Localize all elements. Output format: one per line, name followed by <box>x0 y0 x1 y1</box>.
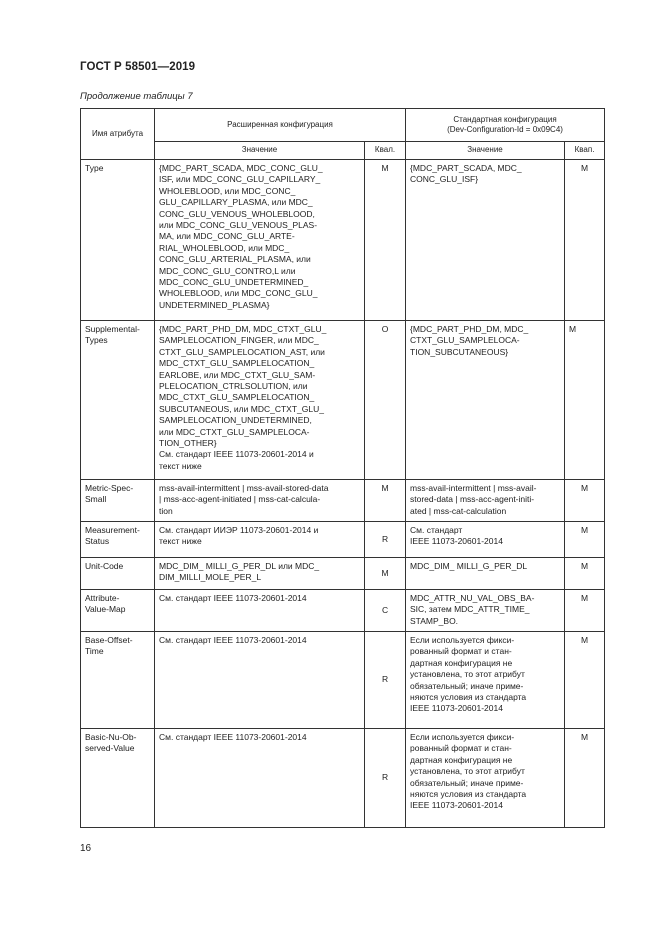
ext-value-cell: mss-avail-intermittent | mss-avail-stored-data | mss-acc-agent-initiated | mss-cat-calcula- tion <box>155 480 365 522</box>
header-value-extended: Значение <box>155 142 365 160</box>
std-value-cell: mss-avail-intermittent | mss-avail- stored-data | mss-acc-agent-initi- ated | mss-cat-calculation <box>406 480 565 522</box>
page-number: 16 <box>80 843 92 854</box>
table-row <box>81 160 605 321</box>
std-qual-cell: M <box>565 321 605 480</box>
ext-value-cell: MDC_DIM_ MILLI_G_PER_DL или MDC_ DIM_MILLI_MOLE_PER_L <box>155 558 365 590</box>
std-qual-cell: M <box>565 558 605 590</box>
ext-value-cell: См. стандарт ИИЭР 11073-20601-2014 и текст ниже <box>155 522 365 558</box>
std-qual-cell: M <box>565 729 605 828</box>
std-value-cell: {MDC_PART_SCADA, MDC_ CONC_GLU_ISF} <box>406 160 565 321</box>
attr-name-cell: Basic-Nu-Ob- served-Value <box>81 729 155 828</box>
attribute-table <box>80 108 605 828</box>
std-value-cell: См. стандарт IEEE 11073-20601-2014 <box>406 522 565 558</box>
attr-name-cell: Supplemental- Types <box>81 321 155 480</box>
std-value-cell: {MDC_PART_PHD_DM, MDC_ CTXT_GLU_SAMPLELOCA- TION_SUBCUTANEOUS} <box>406 321 565 480</box>
attr-name-cell: Type <box>81 160 155 321</box>
ext-value-cell: {MDC_PART_SCADA, MDC_CONC_GLU_ ISF, или MDC_CONC_GLU_CAPILLARY_ WHOLEBLOOD, или MDC_CONC_ GLU_CAPILLARY_PLASMA, или MDC_ CONC_GLU_VENOUS_WHOLEBLOOD, или MDC_CONC_GLU_VENOUS_PLAS- MA, или MDC_CONC_GLU_ARTE- RIAL_WHOLEBLOOD, или MDC_ CONC_GLU_ARTERIAL_PLASMA, или MDC_CONC_GLU_CONTRO,L или MDC_CONC_GLU_UNDETERMINED_ WHOLEBLOOD, или MDC_CONC_GLU_ UNDETERMINED_PLASMA} <box>155 160 365 321</box>
header-value-standard: Значение <box>406 142 565 160</box>
header-qual-extended: Квал. <box>365 142 406 160</box>
document-title: ГОСТ Р 58501—2019 <box>80 61 196 73</box>
std-value-cell: MDC_ATTR_NU_VAL_OBS_BA- SIC, затем MDC_ATTR_TIME_ STAMP_BO. <box>406 590 565 632</box>
attr-name-cell: Measurement- Status <box>81 522 155 558</box>
table-caption: Продолжение таблицы 7 <box>80 91 193 102</box>
ext-qual-cell: M <box>365 558 406 590</box>
ext-value-cell: {MDC_PART_PHD_DM, MDC_CTXT_GLU_ SAMPLELOCATION_FINGER, или MDC_ CTXT_GLU_SAMPLELOCATION_AST, или MDC_CTXT_GLU_SAMPLELOCATION_ EARLOBE, или MDC_CTXT_GLU_SAM- PLELOCATION_CTRLSOLUTION, или MDC_CTXT_GLU_SAMPLELOCATION_ SUBCUTANEOUS, или MDC_CTXT_GLU_ SAMPLELOCATION_UNDETERMINED, или MDC_CTXT_GLU_SAMPLELOCA- TION_OTHER} См. стандарт IEEE 11073-20601-2014 и текст ниже <box>155 321 365 480</box>
ext-qual-cell: R <box>365 522 406 558</box>
ext-qual-cell: M <box>365 160 406 321</box>
table-row <box>81 480 605 522</box>
std-qual-cell: M <box>565 590 605 632</box>
ext-value-cell: См. стандарт IEEE 11073-20601-2014 <box>155 729 365 828</box>
table-row <box>81 590 605 632</box>
table-row <box>81 632 605 729</box>
ext-qual-cell: C <box>365 590 406 632</box>
attr-name-cell: Metric-Spec- Small <box>81 480 155 522</box>
std-qual-cell: M <box>565 480 605 522</box>
std-qual-cell: M <box>565 522 605 558</box>
ext-value-cell: См. стандарт IEEE 11073-20601-2014 <box>155 590 365 632</box>
ext-qual-cell: R <box>365 632 406 729</box>
std-qual-cell: M <box>565 632 605 729</box>
header-attr-name: Имя атрибута <box>81 109 155 160</box>
attr-name-cell: Base-Offset- Time <box>81 632 155 729</box>
ext-qual-cell: O <box>365 321 406 480</box>
std-value-cell: Если используется фикси- рованный формат и стан- дартная конфигурация не установлена, то этот атрибут обязательный; иначе приме- няются условия из стандарта IEEE 11073-20601-2014 <box>406 729 565 828</box>
std-value-cell: Если используется фикси- рованный формат и стан- дартная конфигурация не установлена, то этот атрибут обязательный; иначе приме- няются условия из стандарта IEEE 11073-20601-2014 <box>406 632 565 729</box>
table-row <box>81 729 605 828</box>
header-standard-config: Стандартная конфигурация (Dev-Configuration-Id = 0x09C4) <box>406 109 605 142</box>
ext-qual-cell: M <box>365 480 406 522</box>
table-row <box>81 558 605 590</box>
header-qual-standard: Квап. <box>565 142 605 160</box>
std-value-cell: MDC_DIM_ MILLI_G_PER_DL <box>406 558 565 590</box>
table-row <box>81 522 605 558</box>
attr-name-cell: Unit-Code <box>81 558 155 590</box>
header-extended-config: Расширенная конфигурация <box>155 109 406 142</box>
table-row <box>81 321 605 480</box>
std-qual-cell: M <box>565 160 605 321</box>
attr-name-cell: Attribute- Value-Map <box>81 590 155 632</box>
ext-value-cell: См. стандарт IEEE 11073-20601-2014 <box>155 632 365 729</box>
ext-qual-cell: R <box>365 729 406 828</box>
